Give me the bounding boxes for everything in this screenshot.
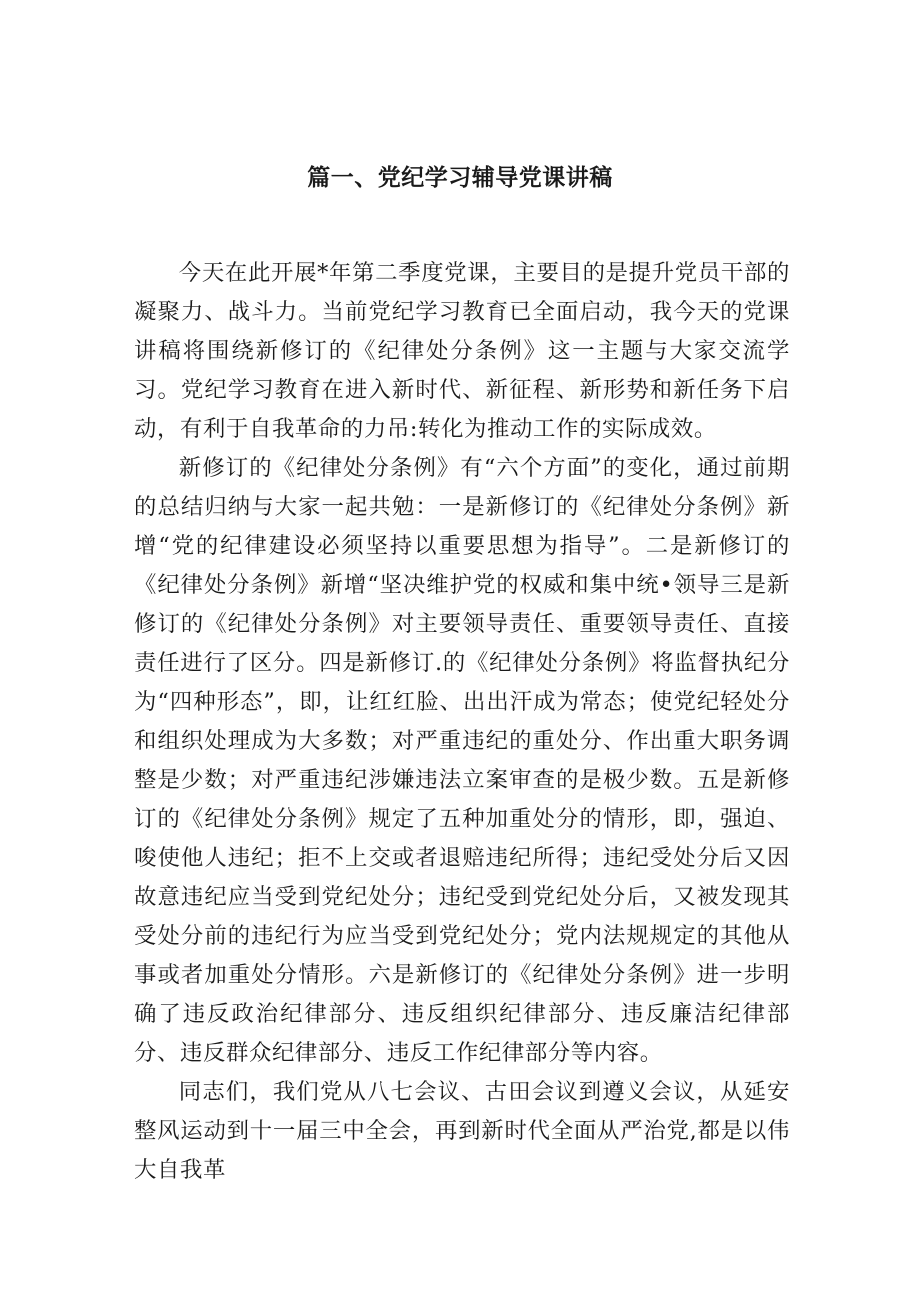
paragraph-1: 今天在此开展*年第二季度党课，主要目的是提升党员干部的凝聚力、战斗力。当前党纪学习教育已全面启动，我今天的党课讲稿将围绕新修订的《纪律处分条例》这一主题与大家交流学习。党纪学习教育在进入新时代、新征程、新形势和新任务下启动，有利于自我革命的力吊:转化为推动工作的实际成效。 [134, 260, 790, 442]
paragraph-3: 同志们，我们党从八七会议、古田会议到遵义会议，从延安整风运动到十一届三中全会，再到新时代全面从严治党,都是以伟大自我革 [134, 1079, 790, 1183]
document-title: 篇一、党纪学习辅导党课讲稿 [307, 164, 613, 191]
paragraph-2: 新修订的《纪律处分条例》有“六个方面”的变化，通过前期的总结归纳与大家一起共勉：一是新修订的《纪律处分条例》新增“党的纪律建设必须坚持以重要思想为指导”。二是新修订的《纪律处分条例》新增“坚决维护党的权威和集中统•领导三是新修订的《纪律处分条例》对主要领导责任、重要领导责任、直接责任进行了区分。四是新修订.的《纪律处分条例》将监督执纪分为“四种形态”，即，让红红脸、出出汗成为常态；使党纪轻处分和组织处理成为大多数；对严重违纪的重处分、作出重大职务调整是少数；对严重违纪涉嫌违法立案审查的是极少数。五是新修订的《纪律处分条例》规定了五种加重处分的情形，即，强迫、唆使他人违纪；拒不上交或者退赔违纪所得；违纪受处分后又因故意违纪应当受到党纪处分；违纪受到党纪处分后，又被发现其受处分前的违纪行为应当受到党纪处分；党内法规规定的其他从事或者加重处分情形。六是新修订的《纪律处分条例》进一步明确了违反政治纪律部分、违反组织纪律部分、违反廉洁纪律部分、违反群众纪律部分、违反工作纪律部分等内容。 [134, 455, 790, 1066]
document-body [134, 254, 790, 1190]
